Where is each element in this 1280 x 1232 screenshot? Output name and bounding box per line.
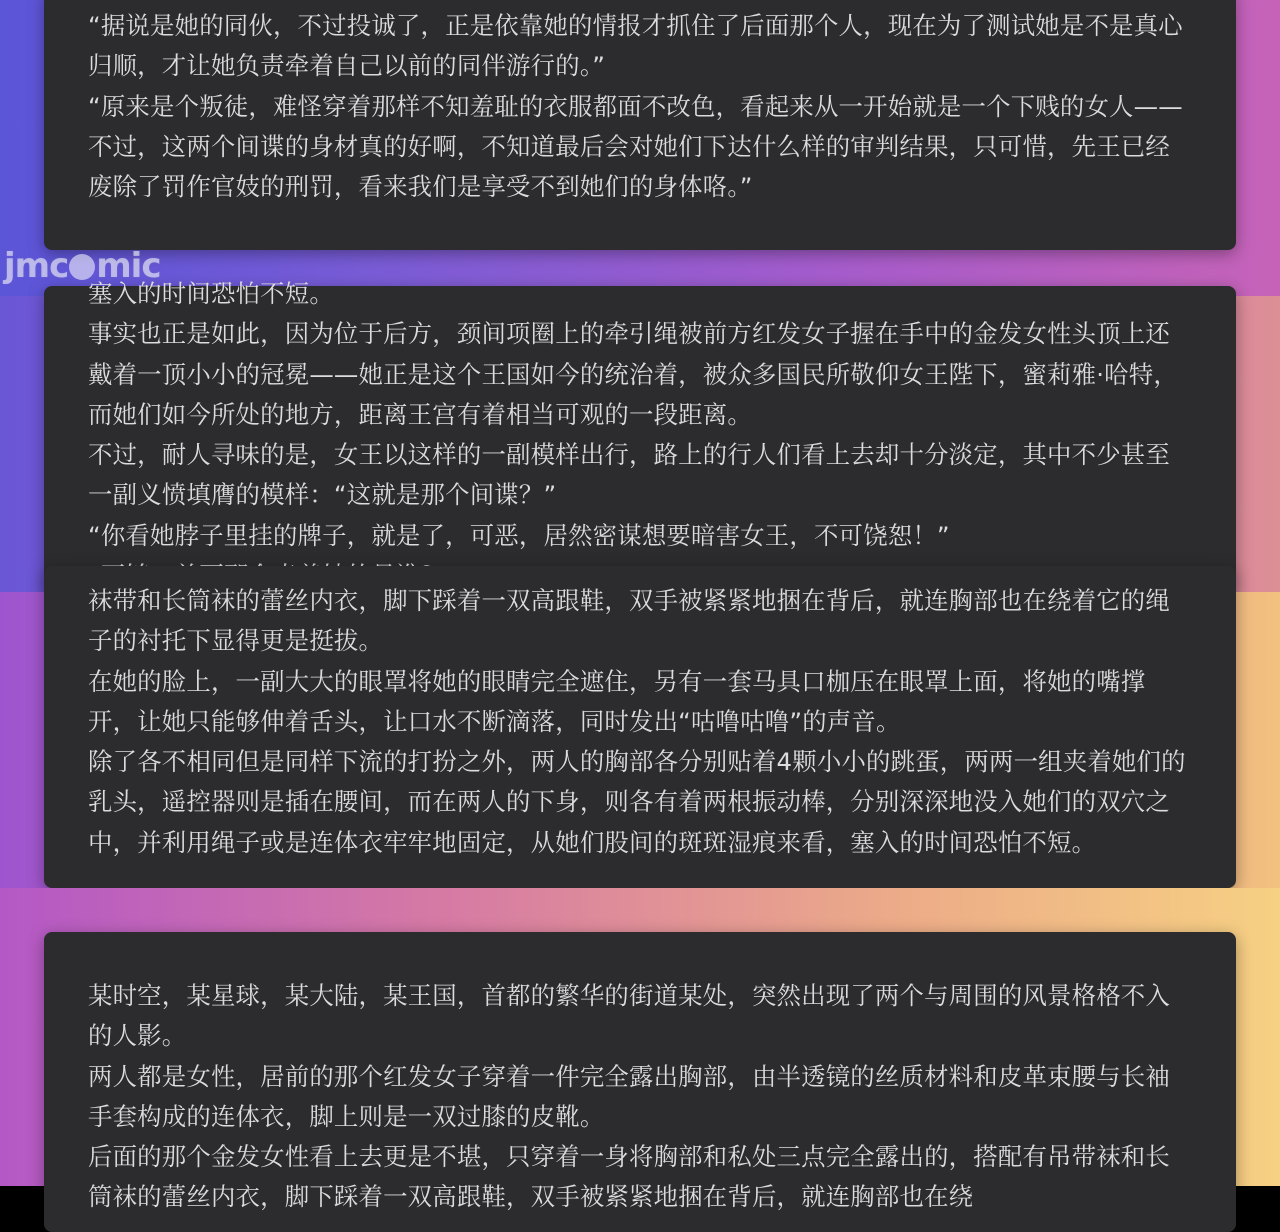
paragraph: 塞入的时间恐怕不短。: [88, 279, 334, 308]
page-section-4: [0, 888, 1280, 1212]
watermark-ball-icon: [69, 254, 95, 280]
paragraph: 袜带和长筒袜的蕾丝内衣，脚下踩着一双高跟鞋，双手被紧紧地捆在背后，就连胸部也在绕着它的绳子的衬托下显得更是挺拔。: [88, 586, 1170, 656]
paragraph: 两人都是女性，居前的那个红发女子穿着一件完全露出胸部，由半透镜的丝质材料和皮革束腰与长袖手套构成的连体衣，脚上则是一双过膝的皮靴。: [88, 1061, 1170, 1131]
page-section-3: [0, 586, 1280, 888]
paragraph: “据说是她的同伙，不过投诚了，正是依靠她的情报才抓住了后面那个人，现在为了测试她是不是真心归顺，才让她负责牵着自己以前的同伴游行的。”: [88, 11, 1183, 81]
jmcomic-watermark-logo: jmc mic: [4, 246, 161, 286]
text-card: [44, 0, 1236, 250]
paragraph: 后面的那个金发女性看上去更是不堪，只穿着一身将胸部和私处三点完全露出的，搭配有吊带袜和长筒袜的蕾丝内衣，脚下踩着一双高跟鞋，双手被紧紧地捆在背后，就连胸部也在绕: [88, 1142, 1170, 1212]
paragraph: 事实也正是如此，因为位于后方，颈间项圈上的牵引绳被前方红发女子握在手中的金发女性头顶上还戴着一顶小小的冠冕——她正是这个王国如今的统治着，被众多国民所敬仰女王陛下，蜜莉雅·哈特，而她们如今所处的地方，距离王宫有着相当可观的一段距离。: [88, 319, 1178, 429]
paragraph: 不过，耐人寻味的是，女王以这样的一副模样出行，路上的行人们看上去却十分淡定，其中不少甚至一副义愤填膺的模样：“这就是那个间谍？”: [88, 440, 1170, 510]
paragraph: “原来是个叛徒，难怪穿着那样不知羞耻的衣服都面不改色，看起来从一开始就是一个下贱的女人——不过，这两个间谍的身材真的好啊，不知道最后会对她们下达什么样的审判结果，只可惜，先王已经废除了罚作官妓的刑罚，看来我们是享受不到她们的身体咯。”: [88, 91, 1183, 202]
paragraph: 某时空，某星球，某大陆，某王国，首都的繁华的街道某处，突然出现了两个与周围的风景格格不入的人影。: [88, 981, 1170, 1051]
text-card: [44, 279, 1236, 592]
text-card: [44, 566, 1236, 888]
paragraph: 除了各不相同但是同样下流的打扮之外，两人的胸部各分别贴着4颗小小的跳蛋，两两一组夹着她们的乳头，遥控器则是插在腰间，而在两人的下身，则各有着两根振动棒，分别深深地没入她们的双穴之中，并利用绳子或是连体衣牢牢地固定，从她们股间的斑斑湿痕来看，塞入的时间恐怕不短。: [88, 747, 1186, 857]
page-section-2: [0, 279, 1280, 592]
text-card: [44, 932, 1236, 1232]
paragraph: 在她的脸上，一副大大的眼罩将她的眼睛完全遮住，另有一套马具口枷压在眼罩上面，将她的嘴撑开，让她只能够伸着舌头，让口水不断滴落，同时发出“咕噜咕噜”的声音。: [88, 666, 1146, 736]
page-section-1: [0, 0, 1280, 296]
paragraph: “你看她脖子里挂的牌子，就是了，可恶，居然密谋想要暗害女王，不可饶恕！”: [88, 520, 950, 550]
